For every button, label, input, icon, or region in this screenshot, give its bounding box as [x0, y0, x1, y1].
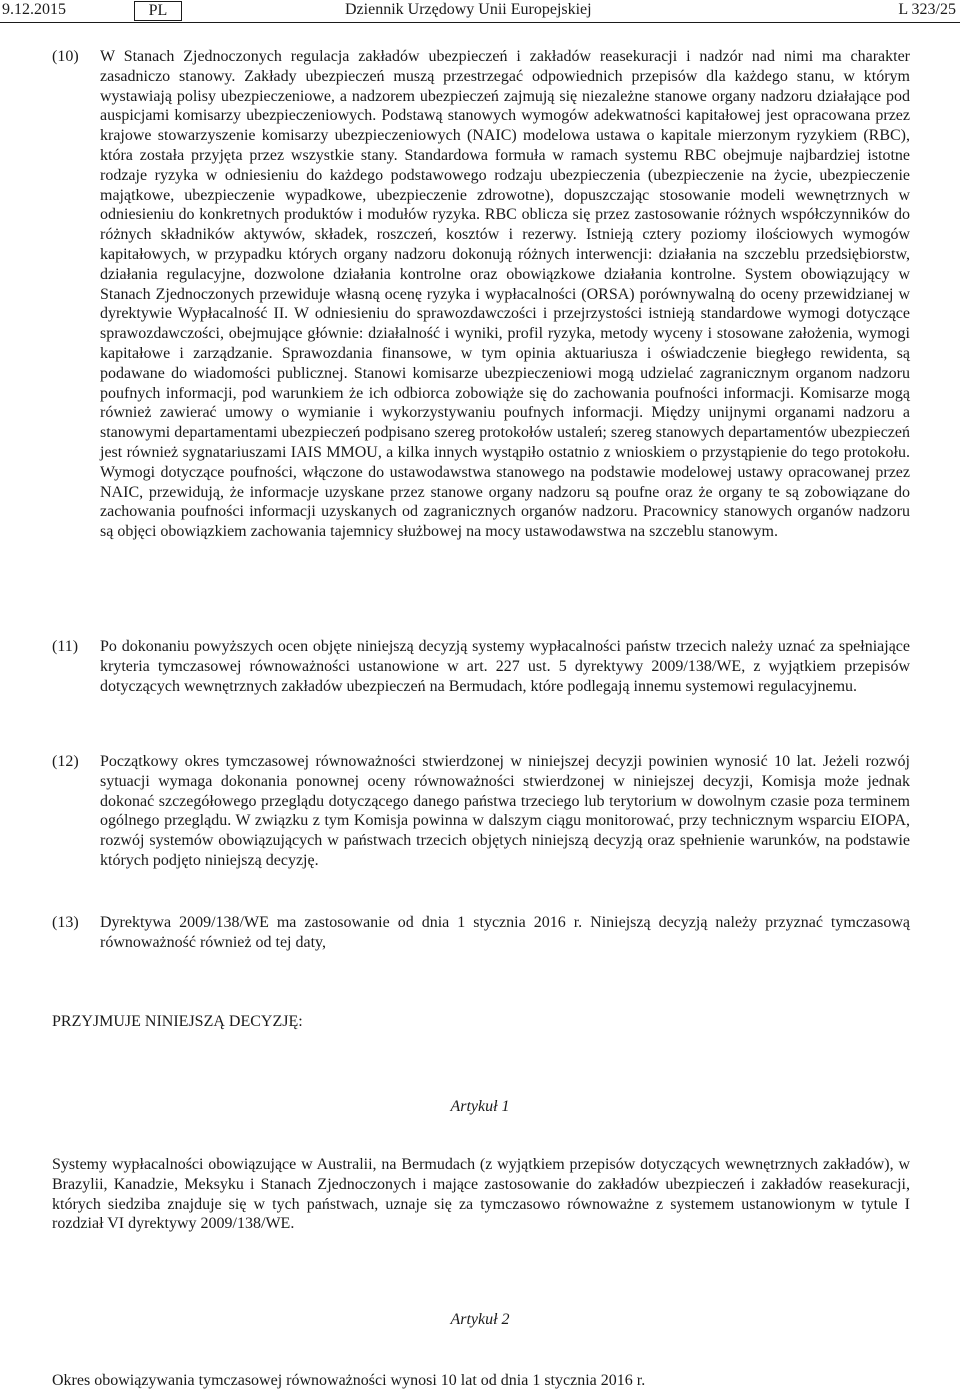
language-badge: PL: [134, 1, 182, 21]
recital-number: (12): [52, 753, 79, 770]
recital-text: W Stanach Zjednoczonych regulacja zakładów ubezpieczeń i zakładów reasekuracji i nadzór nad nimi ma charakter zasadniczo stanowy. Zakłady ubezpieczeń muszą przestrzegać odpowiednich przepisów dla każdego stanu, w którym wystawiają polisy ubezpieczeniowe, a nadzorem ubezpieczeń zajmują się niezależne stanowe organy nadzoru działające pod auspicjami komisarzy ubezpieczeniowych. Podstawą stanowych wymogów adekwatności kapitałowej jest opracowana przez krajowe stowarzyszenie komisarzy ubezpieczeniowych (NAIC) modelowa ustawa o kapitale mierzonym ryzykiem (RBC), która została przyjęta przez wszystkie stany. Standardowa formuła w ramach systemu RBC obejmuje najbardziej istotne rodzaje ryzyka w odniesieniu do każdego podstawowego rodzaju ubezpieczenia (ubezpieczenie na życie, ubezpieczenie majątkowe, ubezpieczenie wypadkowe, ubezpieczenie zdrowotne), dopuszczając stosowanie modeli wewnętrznych w odniesieniu do konkretnych produktów i modułów ryzyka. RBC oblicza się przez zastosowanie różnych współczynników do różnych składników aktywów, składek, roszczeń, kosztów i rezerwy. Istnieją cztery poziomy ilościowych wymogów kapitałowych, w przypadku których organy nadzoru dokonują różnych interwencji: działania na szczeblu przedsiębiorstw, działania regulacyjne, dozwolone działania kontrolne oraz obowiązkowe działania kontrolne. System obowiązujący w Stanach Zjednoczonych przewiduje własną ocenę ryzyka i wypłacalności (ORSA) porównywalną do oceny przewidzianej w dyrektywie Wypłacalność II. W odniesieniu do sprawozdawczości i przejrzystości istnieją standardowe wymogi dotyczące sprawozdawczości, obejmujące głównie: działalność i wyniki, profil ryzyka, metody wyceny i stosowane założenia, wymogi kapitałowe i zarządzanie. Sprawozdania finansowe, w tym opinia aktuariusza i oświadczenie biegłego rewidenta, są podawane do wiadomości publicznej. Stanowi komisarze ubezpieczeniowi mogą udzielać zagranicznym organom nadzoru poufnych informacji, pod warunkiem że ich odbiorca zobowiąże się do zachowania poufności informacji. Komisarze mogą również zawierać umowy o wymianie i wykorzystywaniu poufnych informacji. Między unijnymi organami nadzoru a stanowymi departamentami ubezpieczeń podpisano szereg protokołów ustaleń; szereg stanowych departamentów ubezpieczeń jest również sygnatariuszami IAIS MMOU, a kilka innych wystąpiło ostatnio z wnioskiem o przystąpienie do tego protokołu. Wymogi dotyczące poufności, włączone do ustawodawstwa stanowego na podstawie modelowej ustawy opracowanej przez NAIC, przewidują, że informacje uzyskane przez stanowe organy nadzoru są poufne oraz że organy te są zobowiązane do zachowania poufności informacji uzyskanych od zagranicznych organów nadzoru. Pracownicy stanowych organów nadzoru są objęci obowiązkiem zachowania tajemnicy służbowej na mocy ustawodawstwa na szczeblu stanowym.: [100, 48, 910, 541]
recital-text: Początkowy okres tymczasowej równoważności stwierdzonej w niniejszej decyzji powinien wynosić 10 lat. Jeżeli rozwój sytuacji wymaga dokonania ponownej oceny równoważności stwierdzonej w niniejszej decyzji, Komisja może jednak dokonać szczegółowego przeglądu dotyczącego danego państwa trzeciego lub terytorium w dowolnym czasie poza terminem ogólnego przeglądu. W związku z tym Komisja powinna w dalszym ciągu monitorować, przy technicznym wsparciu EIOPA, rozwój systemów obowiązujących w państwach trzecich objętych niniejszą decyzją oraz spełnienie warunków, na podstawie których podjęto niniejszą decyzję.: [100, 753, 910, 869]
article-2-text: Okres obowiązywania tymczasowej równoważności wynosi 10 lat od dnia 1 stycznia 2016 r.: [52, 1372, 646, 1389]
article-1-title: Artykuł 1: [450, 1098, 510, 1115]
recital-text: Po dokonaniu powyższych ocen objęte niniejszą decyzją systemy wypłacalności państw trzecich należy uznać za spełniające kryteria tymczasowej równoważności ustanowione w art. 227 ust. 5 dyrektywy 2009/138/WE, z wyjątkiem przepisów dotyczących wewnętrznych zakładów ubezpieczeń na Bermudach, które podlegają innemu systemowi regulacyjnemu.: [100, 638, 910, 695]
recital-number: (13): [52, 914, 79, 931]
decision-statement: PRZYJMUJE NINIEJSZĄ DECYZJĘ:: [52, 1013, 303, 1030]
page-header: [0, 0, 960, 28]
recital-text: Dyrektywa 2009/138/WE ma zastosowanie od dnia 1 stycznia 2016 r. Niniejszą decyzją należy przyznać tymczasową równoważność również od tej daty,: [100, 914, 910, 951]
header-divider: [0, 22, 960, 23]
journal-title: Dziennik Urzędowy Unii Europejskiej: [345, 1, 592, 18]
recital-number: (10): [52, 48, 79, 65]
article-1-text: Systemy wypłacalności obowiązujące w Australii, na Bermudach (z wyjątkiem przepisów dotyczących wewnętrznych zakładów), w Brazylii, Kanadzie, Meksyku i Stanach Zjednoczonych i mające zastosowanie do zakładów ubezpieczeń i zakładów reasekuracji, których siedziba znajduje się w tych państwach, uznaje się za tymczasowo równoważne z systemem ustanowionym w tytule I rozdział VI dyrektywy 2009/138/WE.: [52, 1156, 910, 1233]
recital-number: (11): [52, 638, 79, 655]
article-2-title: Artykuł 2: [450, 1311, 510, 1328]
publication-date: 9.12.2015: [2, 1, 66, 18]
page-reference: L 323/25: [898, 1, 956, 18]
